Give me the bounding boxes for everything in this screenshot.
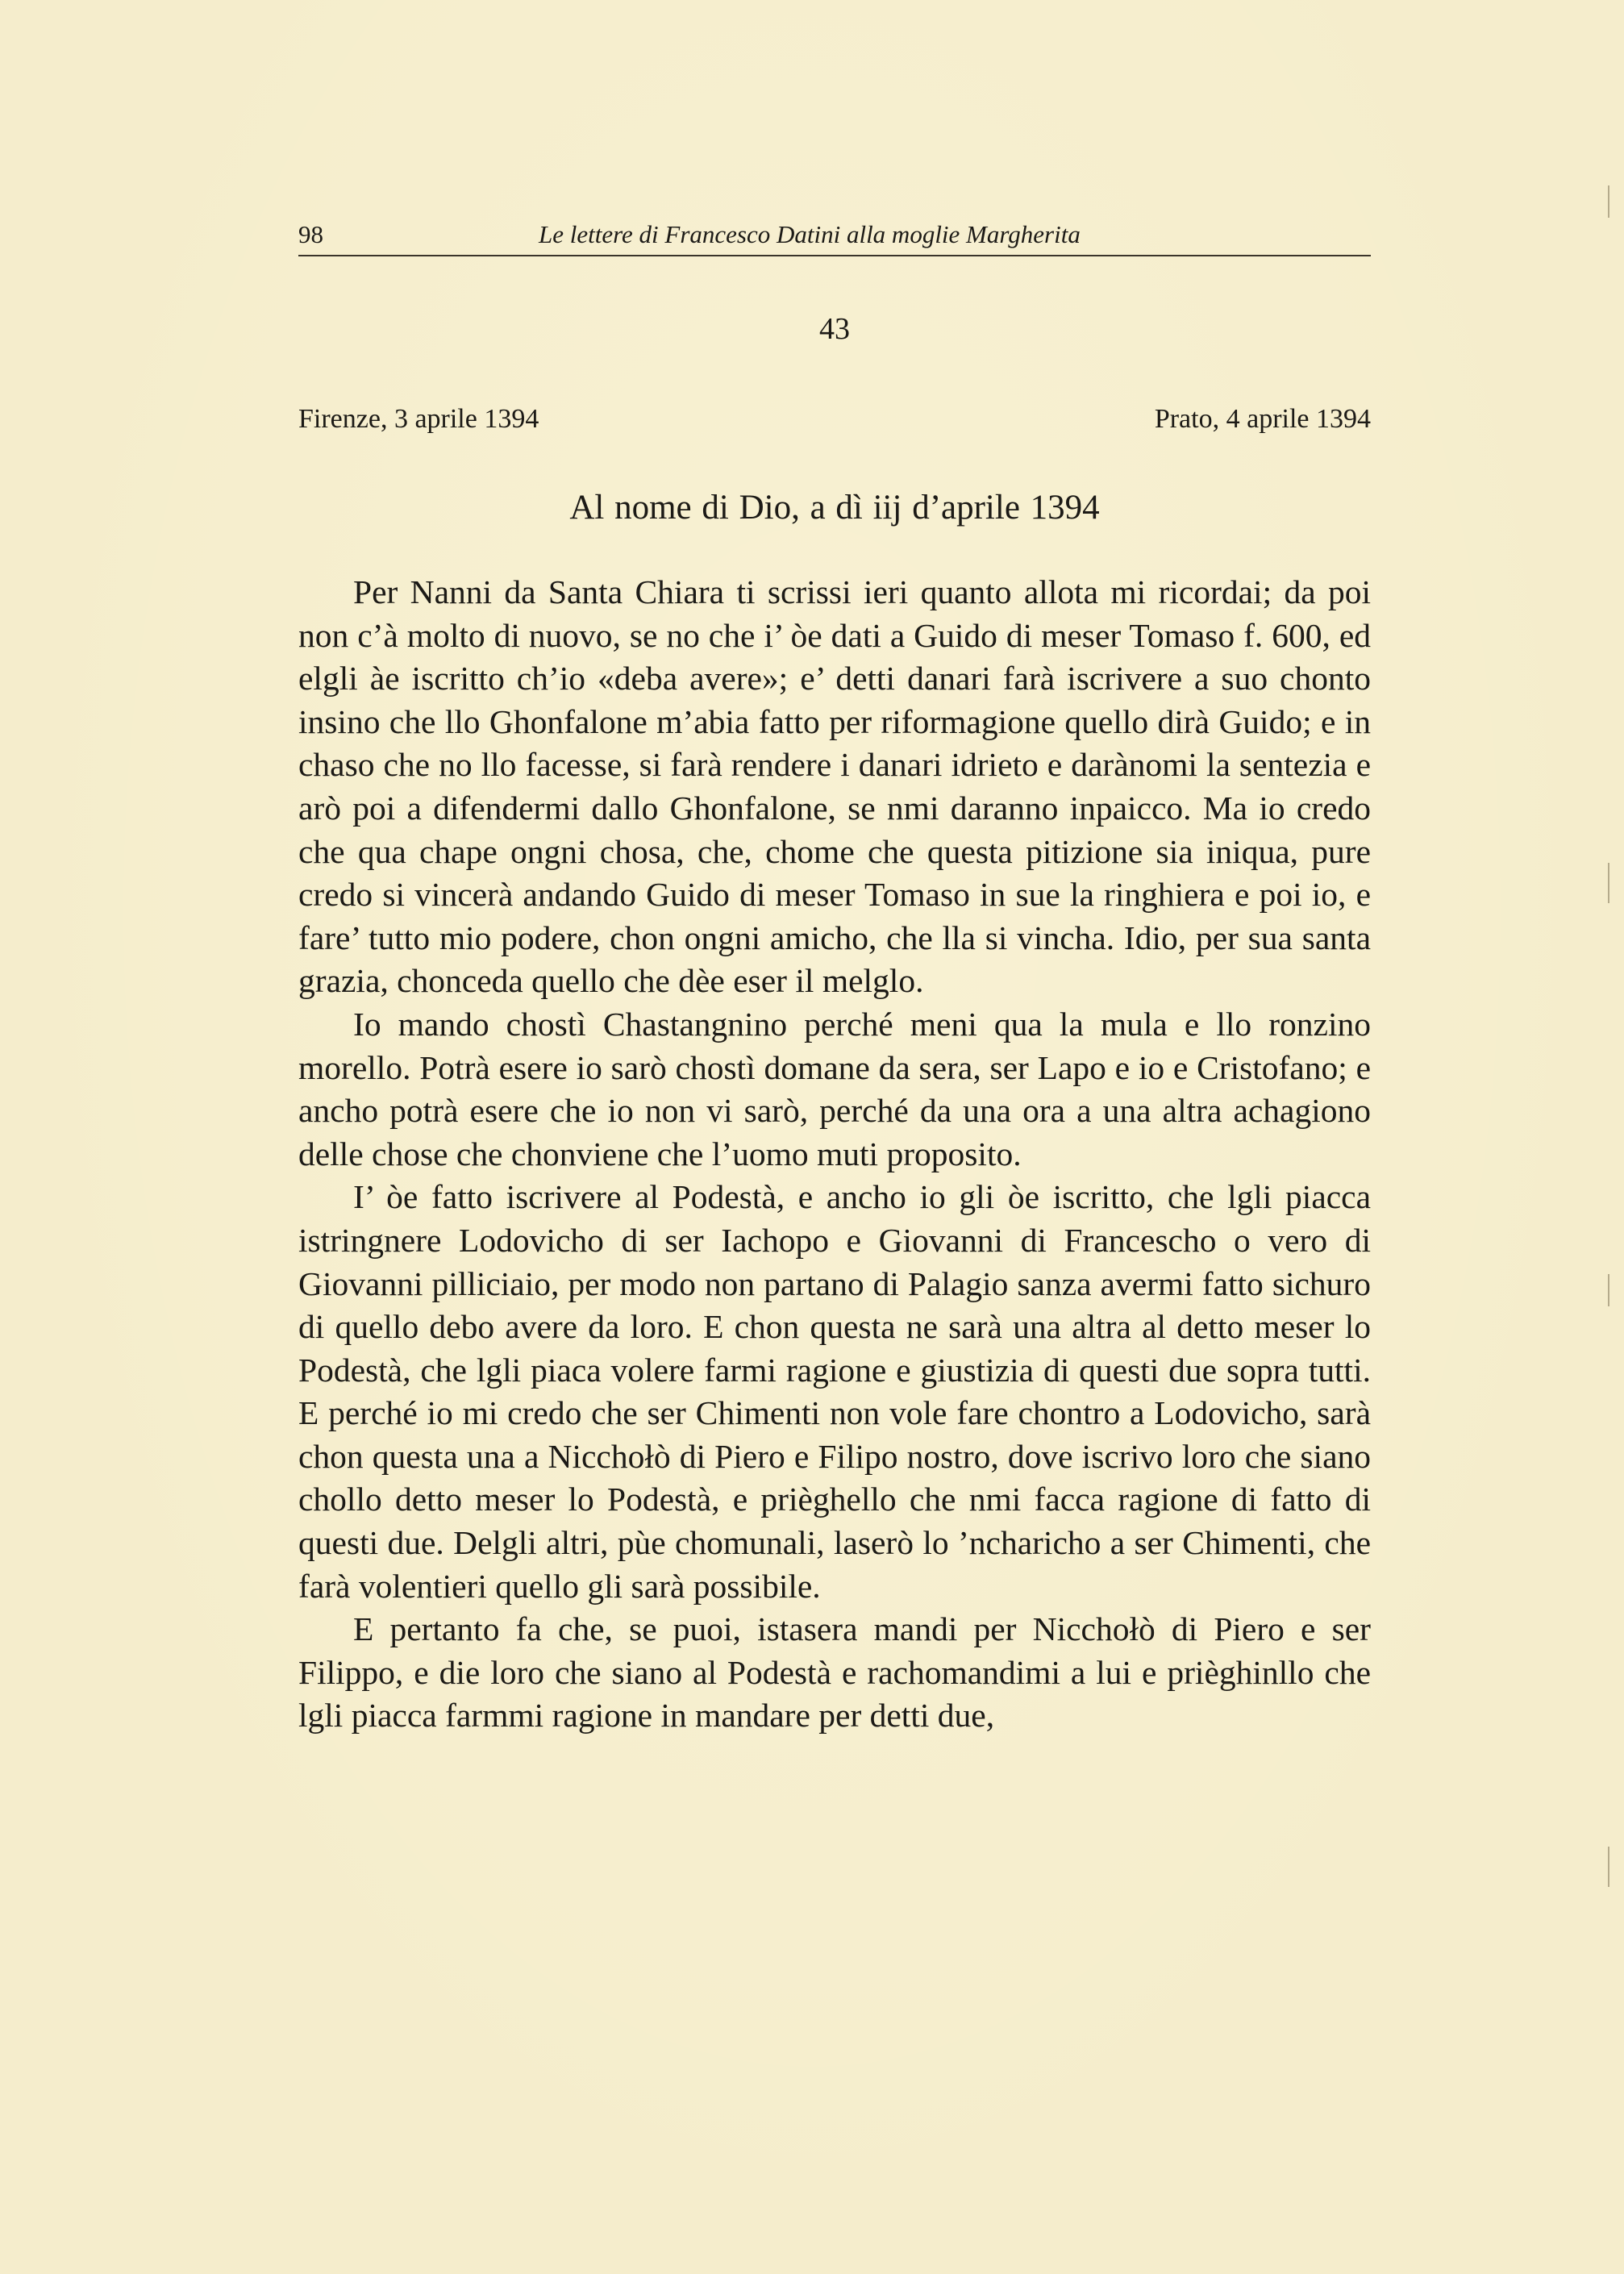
page-number: 98 (298, 220, 323, 248)
letter-paragraph: Per Nanni da Santa Chiara ti scrissi ieri quanto allota mi ricordai; da poi non c’à molto di nuovo, se no che i’ òe dati a Guido di meser Tomaso f. 600, ed elgli àe iscritto ch’io «deba avere»; e’ detti danari farà iscrivere a suo chonto insino che llo Ghonfalone m’abia fatto per riformagione quello dirà Guido; e in chaso che no llo facesse, si farà rendere i danari idrieto e darànomi la sentezia e arò poi a difendermi dallo Ghonfalone, se nmi daranno inpaicco. Ma io credo che qua chape ongni chosa, che, chome che questa pitizione sia iniqua, pure credo si vincerà andando Guido di meser Tomaso in sue la ringhiera e poi io, e fare’ tutto mio podere, chon ongni amicho, che lla si vincha. Idio, per sua santa grazia, chonceda quello che dèe eser il melglo. (298, 573, 1371, 1000)
letter-paragraph: E pertanto fa che, se puoi, istasera mandi per Nicchołò di Piero e ser Filippo, e die loro che siano al Podestà e rachomandimi a lui e prièghinllo che lgli piacca farmmi ragione in mandare per detti due, (298, 1610, 1371, 1735)
page-edge-mark (1608, 1274, 1609, 1306)
page-edge-mark (1608, 1847, 1609, 1887)
letter-body (298, 571, 1371, 1738)
running-header (298, 214, 1371, 256)
page-edge-mark (1608, 185, 1609, 218)
letter-origin: Firenze, 3 aprile 1394 (298, 404, 539, 434)
letter-destination: Prato, 4 aprile 1394 (1154, 404, 1371, 434)
letter-paragraph: I’ òe fatto iscrivere al Podestà, e ancho io gli òe iscritto, che lgli piacca istringnere Lodovicho di ser Iachopo e Giovanni di Francescho o vero di Giovanni pilliciaio, per modo non partano di Palagio sanza avermi fatto sichuro di quello debo avere da loro. E chon questa ne sarà una altra al detto meser lo Podestà, che lgli piaca volere farmi ragione e giustizia di questi due sopra tutti. E perché io mi credo che ser Chimenti non vole fare chontro a Lodovicho, sarà chon questa una a Nicchołò di Piero e Filipo nostro, dove iscrivo loro che siano chollo detto meser lo Podestà, e prièghello che nmi facca ragione di fatto di questi due. Delgli altri, pùe chomunali, laserò lo ’ncharicho a ser Chimenti, che farà volentieri quello gli sarà possibile. (298, 1178, 1371, 1605)
letter-number: 43 (819, 312, 850, 346)
letter-salutation: Al nome di Dio, a dì iij d’aprile 1394 (569, 489, 1100, 527)
running-title: Le lettere di Francesco Datini alla moglie Margherita (539, 220, 1081, 248)
letter-paragraph: Io mando chostì Chastangnino perché meni qua la mula e llo ronzino morello. Potrà esere io sarò chostì domane da sera, ser Lapo e io e Cristofano; e ancho potrà esere che io non vi sarò, perché da una ora a una altra achagiono delle chose che chonviene che l’uomo muti proposito. (298, 1005, 1371, 1172)
page-edge-mark (1608, 863, 1609, 903)
